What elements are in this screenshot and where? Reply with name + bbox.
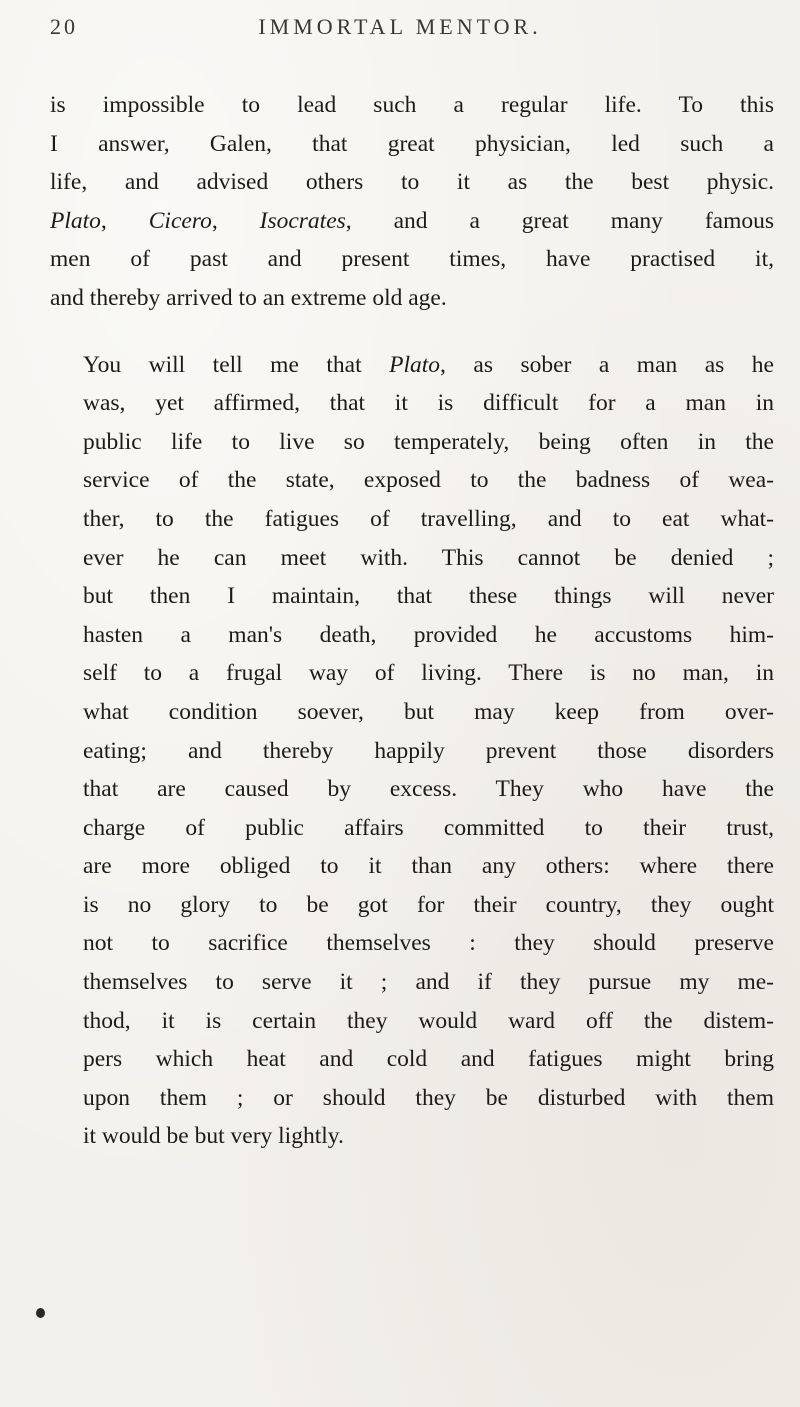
paragraph-2	[50, 346, 774, 1156]
text-line: is no glory to be got for their country, they ought	[83, 891, 774, 918]
text-line: ever he can meet with. This cannot be denied ;	[83, 544, 774, 571]
page-number: 20	[50, 14, 78, 39]
text-line: was, yet affirmed, that it is difficult for a man in	[83, 390, 774, 417]
text-line: thod, it is certain they would ward off the distem-	[83, 1007, 774, 1034]
text-line: and thereby arrived to an extreme old age.	[50, 284, 447, 311]
text-line: hasten a man's death, provided he accustoms him-	[83, 621, 774, 648]
ink-speck	[36, 1308, 45, 1318]
text-line: men of past and present times, have practised it,	[50, 246, 774, 273]
text-line: that are caused by excess. They who have the	[83, 776, 774, 803]
body-text	[50, 86, 774, 1156]
paragraph-1	[50, 86, 774, 318]
text-line: self to a frugal way of living. There is no man, in	[83, 660, 774, 687]
text-line: public life to live so temperately, being often in the	[83, 428, 774, 455]
text-line: Plato, Cicero, Isocrates, and a great many famous	[50, 207, 775, 234]
text-line: not to sacrifice themselves : they should preserve	[83, 930, 774, 957]
text-line: service of the state, exposed to the badness of wea-	[83, 467, 774, 494]
page-header	[40, 14, 760, 48]
running-head: IMMORTAL MENTOR.	[258, 14, 542, 39]
text-line: ther, to the fatigues of travelling, and to eat what-	[83, 505, 774, 532]
text-line: You will tell me that Plato, as sober a man as he	[83, 351, 774, 378]
text-line: life, and advised others to it as the best physic.	[50, 169, 774, 196]
text-line: pers which heat and cold and fatigues might bring	[83, 1046, 774, 1073]
text-line: charge of public affairs committed to their trust,	[83, 814, 774, 841]
text-line: upon them ; or should they be disturbed with them	[83, 1084, 774, 1111]
text-line: is impossible to lead such a regular life. To this	[50, 92, 774, 118]
text-line: but then I maintain, that these things will never	[83, 583, 774, 610]
text-line: are more obliged to it than any others: where there	[83, 853, 774, 880]
text-line: I answer, Galen, that great physician, led such a	[50, 130, 774, 157]
text-line: what condition soever, but may keep from over-	[83, 698, 774, 725]
text-line: it would be but very lightly.	[83, 1123, 344, 1150]
text-line: themselves to serve it ; and if they pursue my me-	[83, 969, 774, 996]
text-line: eating; and thereby happily prevent those disorders	[83, 737, 774, 764]
